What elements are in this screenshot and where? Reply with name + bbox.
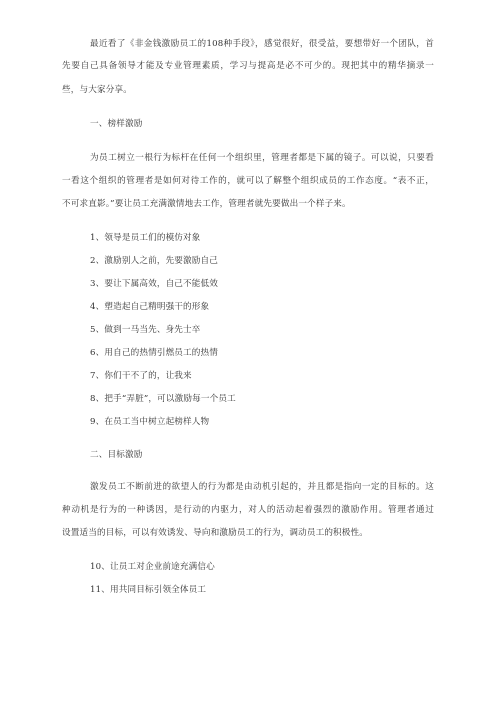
list-item: 4、塑造起自己精明强干的形象 [90, 302, 210, 312]
list-item: 2、激励别人之前，先要激励自己 [90, 256, 219, 266]
section1-body-line-1: 为员工树立一根行为标杆在任何一个组织里，管理者都是下属的镜子。可以说，只要看 [90, 153, 434, 163]
list-item: 11、用共同目标引领全体员工 [90, 585, 207, 595]
list-item: 3、要让下属高效，自己不能低效 [90, 279, 219, 289]
list-item: 6、用自己的热情引燃员工的热情 [90, 348, 219, 358]
list-item: 8、把手“弄脏”，可以激励每一个员工 [90, 394, 236, 404]
section-heading-1: 一、榜样激励 [90, 119, 143, 129]
intro-line-1: 最近看了《非金钱激励员工的108种手段》，感觉很好，很受益，要想带好一个团队，首 [90, 39, 434, 49]
intro-line-2: 先要自己具备领导才能及专业管理素质，学习与提高是必不可少的。现把其中的精华摘录一 [62, 61, 434, 71]
section-heading-2: 二、目标激励 [90, 450, 143, 460]
list-item: 10、让员工对企业前途充满信心 [90, 562, 215, 572]
intro-line-3: 些，与大家分享。 [62, 85, 132, 95]
section2-body-line-3: 设置适当的目标，可以有效诱发、导向和激励员工的行为，调动员工的积极性。 [62, 528, 369, 538]
section2-body-line-2: 种动机是行为的一种诱因，是行动的内驱力，对人的活动起着强烈的激励作用。管理者通过 [62, 505, 434, 515]
list-item: 9、在员工当中树立起榜样人物 [90, 417, 210, 427]
section2-body-line-1: 激发员工不断前进的欲望人的行为都是由动机引起的，并且都是指向一定的目标的。这 [90, 482, 434, 492]
list-item: 7、你们干不了的，让我来 [90, 371, 192, 381]
list-item: 1、领导是员工们的模仿对象 [90, 233, 201, 243]
list-item: 5、做到一马当先、身先士卒 [90, 325, 201, 335]
section1-body-line-2: 一看这个组织的管理者是如何对待工作的，就可以了解整个组织成员的工作态度。“表不正， [62, 176, 434, 186]
section1-body-line-3: 不可求直影。”要让员工充满激情地去工作，管理者就先要做出一个样子来。 [62, 199, 351, 209]
